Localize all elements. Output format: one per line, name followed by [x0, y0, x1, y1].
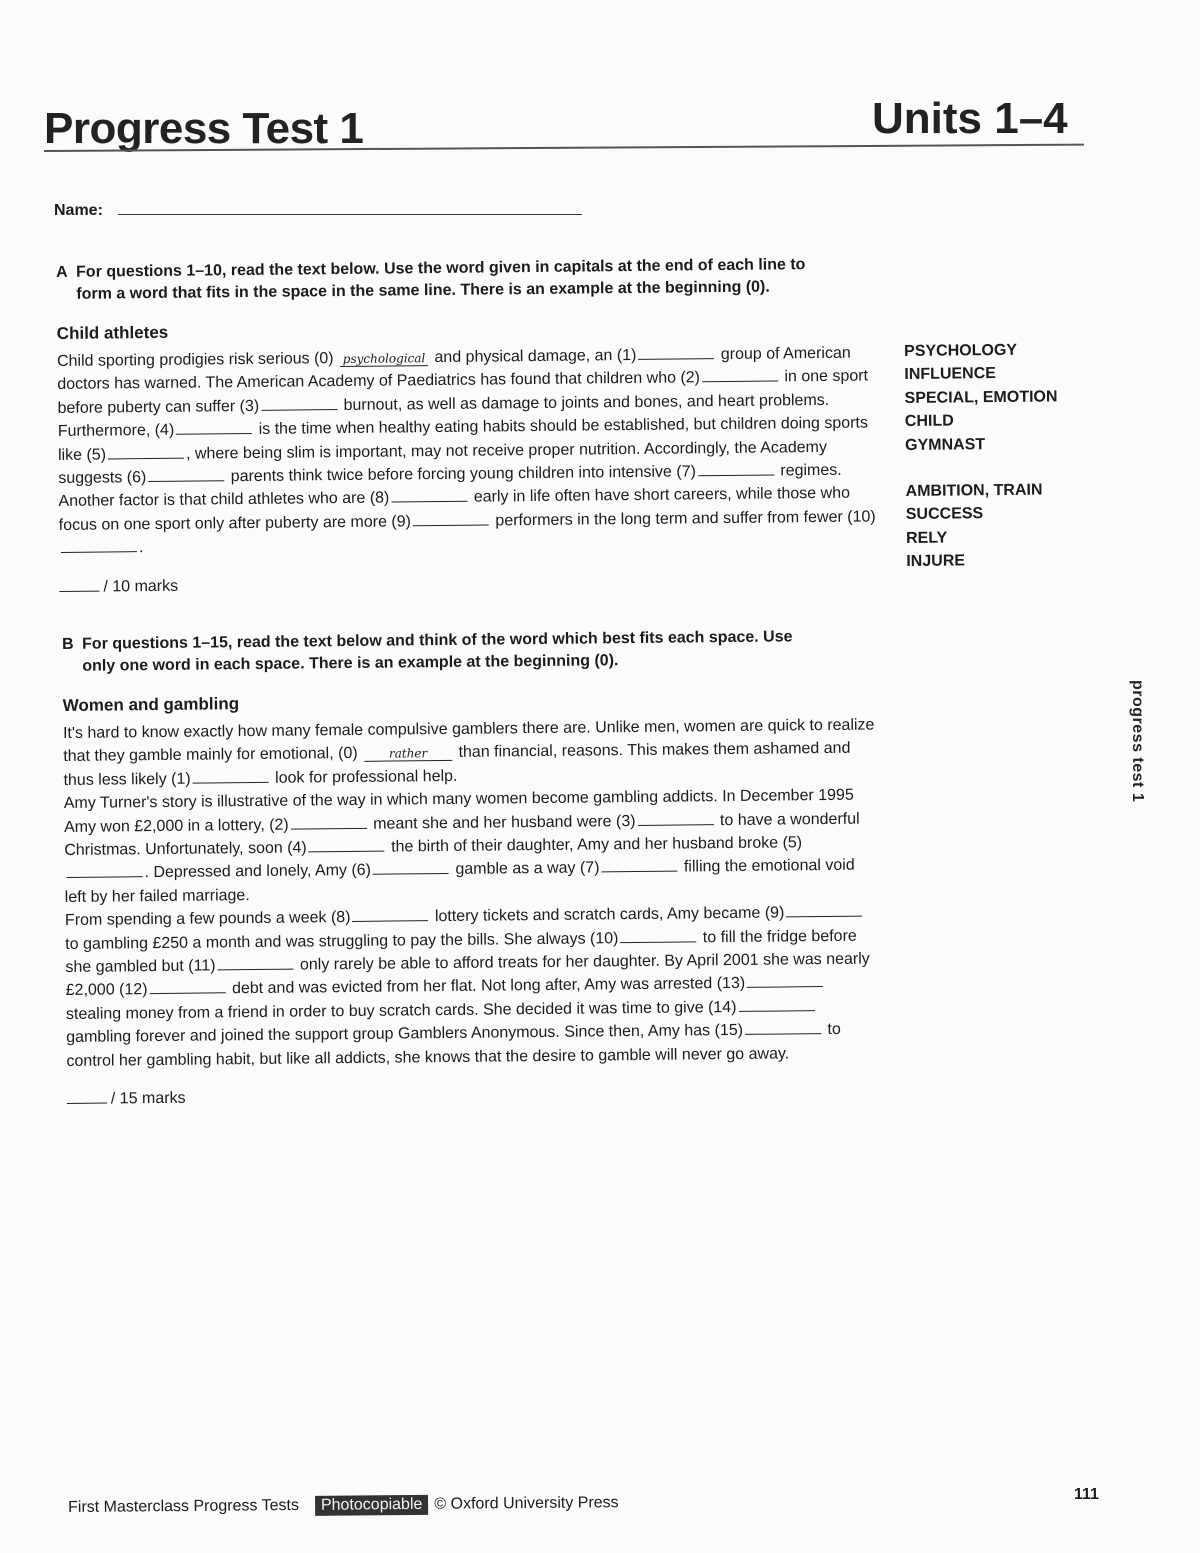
name-label: Name:: [54, 202, 103, 219]
section-a-letter: A: [56, 263, 68, 281]
gap-a6[interactable]: [148, 468, 224, 482]
gap-b1[interactable]: [193, 770, 269, 784]
section-a-instruction: A For questions 1–10, read the text below. Use the word given in capitals at the end of each line to form a word that fits in the space in the same line. There is an example at the beginning (0).: [56, 256, 806, 303]
page-title: Progress Test 1: [44, 104, 364, 153]
section-a-text: Child sporting prodigies risk serious (0) psychological and physical damage, an (1) group of American doctors has warned. The American Academy of Paediatrics has found that children who (2) in one sport before puberty can suffer (3) burnout, as well as damage to joints and bones, and heart problems. Furthermore, (4) is the time when healthy eating habits should be established, but children doing sports like (5) , where being slim is important, may not receive proper nutrition. Accordingly, the Academy suggests (6) parents think twice before forcing young children into intensive (7) regimes. Another factor is that child athletes who are (8) early in life often have short careers, while those who focus on one sport only after puberty are more (9) performers in the long term and suffer from fewer (10).: [56, 344, 876, 557]
section-b-letter: B: [62, 635, 74, 653]
gap-b2[interactable]: [291, 815, 367, 829]
section-b: [62, 625, 879, 1109]
gap-a4[interactable]: [176, 421, 252, 435]
keyword-list: [904, 338, 1059, 573]
gap-b3[interactable]: [637, 812, 713, 826]
gap-b6[interactable]: [373, 861, 449, 875]
section-b-heading: Women and gambling: [62, 694, 240, 715]
keyword: PSYCHOLOGY: [904, 341, 1018, 360]
gap-b8[interactable]: [352, 908, 428, 922]
side-label: progress test 1: [1129, 680, 1146, 803]
gap-b14[interactable]: [738, 998, 814, 1012]
keyword: SPECIAL, EMOTION: [904, 388, 1058, 407]
gap-b4[interactable]: [309, 839, 385, 853]
gap-b9[interactable]: [786, 904, 862, 918]
gap-a9[interactable]: [413, 512, 489, 526]
gap-b5[interactable]: [66, 865, 142, 879]
footer: [68, 1493, 619, 1518]
gap-b10[interactable]: [620, 929, 696, 943]
section-b-instruction: B For questions 1–15, read the text below and think of the word which best fits each space. Use only one word in each space. There is an example at the beginning (0).: [62, 628, 793, 675]
marks-a-field[interactable]: [59, 578, 99, 591]
example-answer: psychological: [340, 351, 428, 367]
photocopiable-badge: Photocopiable: [315, 1495, 429, 1516]
section-a-heading: Child athletes: [56, 322, 169, 343]
keyword: SUCCESS: [905, 505, 984, 524]
keyword: CHILD: [904, 412, 954, 431]
keyword: INFLUENCE: [904, 365, 997, 384]
gap-b11[interactable]: [217, 957, 293, 971]
marks-b-field[interactable]: [67, 1091, 107, 1104]
example-answer: rather: [364, 746, 452, 762]
gap-a7[interactable]: [698, 463, 774, 477]
section-b-marks: / 15 marks: [67, 1083, 879, 1110]
gap-b7[interactable]: [601, 859, 677, 873]
gap-b13[interactable]: [747, 975, 823, 989]
gap-a5[interactable]: [108, 445, 184, 459]
units-label: Units 1–4: [872, 94, 1068, 143]
section-a-marks: / 10 marks: [59, 570, 879, 597]
section-b-paragraph-1: It's hard to know exactly how many female compulsive gamblers there are. Unlike men, women are quick to realize that they gamble mainly for emotional, (0) rather than financial, reasons. This makes them ashamed and thus less likely (1) look for professional help.: [62, 716, 875, 789]
gap-a3[interactable]: [261, 397, 337, 411]
section-b-paragraph-2: Amy Turner's story is illustrative of the way in which many women become gambling addicts. In December 1995 Amy won £2,000 in a lottery, (2) meant she and her husband were (3) to have a wonderful Christmas. Unfortunately, soon (4) the birth of their daughter, Amy and her husband broke (5). Depressed and lonely, Amy (6) gamble as a way (7) filling the emotional void left by her failed marriage.: [63, 786, 860, 906]
gap-b15[interactable]: [745, 1021, 821, 1035]
section-b-paragraph-3: From spending a few pounds a week (8) lottery tickets and scratch cards, Amy became (9) to gambling £250 a month and was struggling to pay the bills. She always (10) to fill the fridge before she gambled but (11) only rarely be able to afford treats for her daughter. By April 2001 she was nearly £2,000 (12) debt and was evicted from her flat. Not long after, Amy was arrested (13) stealing money from a friend in order to buy scratch cards. She decided it was time to give (14) gambling forever and joined the support group Gamblers Anonymous. Since then, Amy has (15) to control her gambling habit, but like all addicts, she knows that the desire to gamble will never go away.: [64, 904, 870, 1070]
keyword: RELY: [905, 529, 948, 547]
keyword: INJURE: [906, 552, 966, 571]
gap-a1[interactable]: [638, 346, 714, 360]
gap-a10[interactable]: [61, 539, 137, 553]
name-field[interactable]: [118, 214, 582, 215]
footer-book-title: First Masterclass Progress Tests: [68, 1496, 300, 1516]
gap-a2[interactable]: [702, 369, 778, 383]
section-a: [56, 253, 879, 596]
footer-publisher: © Oxford University Press: [434, 1494, 619, 1513]
keyword: AMBITION, TRAIN: [905, 481, 1043, 501]
gap-a8[interactable]: [391, 489, 467, 503]
gap-b12[interactable]: [149, 981, 225, 995]
page-number: 111: [1074, 1486, 1099, 1503]
keyword: GYMNAST: [905, 435, 986, 454]
